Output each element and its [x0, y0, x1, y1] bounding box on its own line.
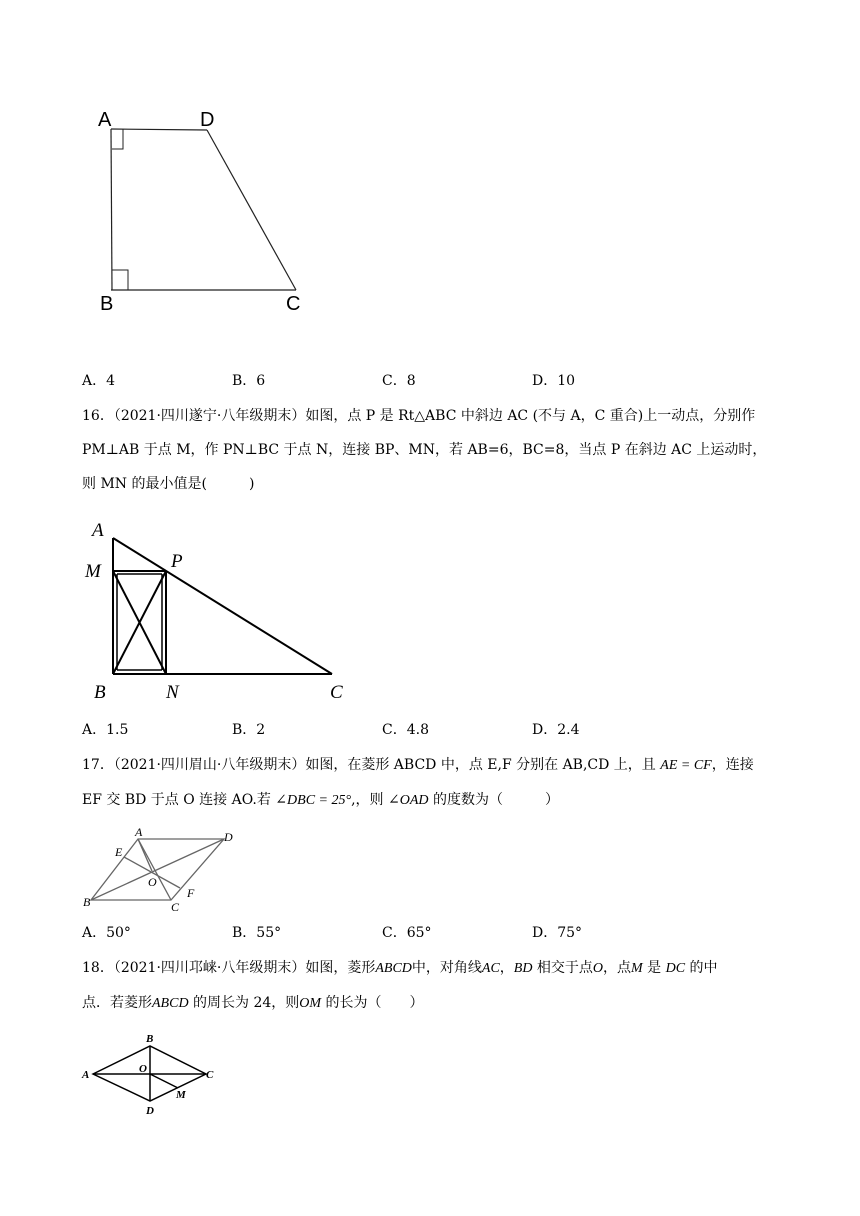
label-o: O [148, 875, 157, 889]
label-b: B [146, 1033, 154, 1045]
q16-option-c[interactable]: C．4.8 [382, 722, 429, 738]
q17-text-1b: ，连接 [711, 757, 754, 773]
label-a: A [82, 1069, 90, 1081]
q18-text-2b: 的周长为 24，则 [193, 995, 300, 1011]
label-m: M [176, 1089, 186, 1101]
q18-line-2 [82, 993, 782, 1014]
q18-math-abcd: ABCD [375, 961, 412, 976]
q18-text-1c: ， [499, 960, 514, 976]
q18-math-o: O [592, 961, 604, 976]
q17-option-c[interactable]: C．65° [382, 925, 432, 941]
q15-option-c[interactable]: C．8 [382, 373, 416, 389]
q16-stem [82, 406, 782, 494]
q15-option-d[interactable]: D．10 [532, 373, 576, 389]
label-c: C [206, 1069, 214, 1081]
q17-option-d[interactable]: D．75° [532, 925, 583, 941]
label-a: A [98, 109, 112, 131]
q15-option-b[interactable]: B．6 [232, 373, 266, 389]
q18-math-om: OM [299, 996, 322, 1011]
q16-option-a[interactable]: A．1.5 [82, 722, 129, 738]
label-d: D [200, 109, 215, 131]
q18-text-1b: 中，对角线 [411, 960, 482, 976]
figure-trapezoid [90, 100, 320, 320]
label-b: B [94, 682, 106, 703]
label-p: P [171, 551, 183, 572]
figure-rhombus-17 [82, 824, 252, 916]
q16-options [82, 720, 802, 740]
label-d: D [146, 1105, 154, 1117]
label-b: B [83, 895, 91, 909]
q17-text-2b: ,，则 [351, 792, 384, 808]
q18-text-2c: 的长为（ ） [325, 995, 424, 1011]
figure-rhombus-18 [82, 1030, 222, 1120]
q15-option-a[interactable]: A．4 [82, 373, 116, 389]
q18-text-1g: 的中 [689, 960, 718, 976]
q18-math-dc: DC [665, 961, 686, 976]
q17-math-angle-oad: ∠OAD [387, 793, 429, 808]
q17-line-1 [82, 755, 782, 776]
q18-line-1 [82, 958, 782, 979]
label-c: C [330, 682, 343, 703]
q16-line-3: 则 MN 的最小值是( ) [82, 476, 255, 492]
figure-right-triangle [82, 518, 352, 708]
q17-option-a[interactable]: A．50° [82, 925, 131, 941]
label-a: A [135, 825, 143, 839]
q17-option-b[interactable]: B．55° [232, 925, 282, 941]
q18-text-2a: 点．若菱形 [82, 995, 152, 1011]
q17-options [82, 923, 802, 943]
q15-options [82, 371, 802, 391]
q17-math-ae-cf: AE = CF [660, 758, 712, 773]
label-a: A [92, 520, 104, 541]
q18-math-m: M [631, 961, 643, 976]
q18-text-1a: 18．（2021·四川邛崃·八年级期末）如图，菱形 [82, 960, 376, 976]
label-d: D [224, 830, 233, 844]
q17-math-angle-dbc: ∠DBC = 25° [275, 793, 352, 808]
q18-text-1f: 是 [647, 960, 662, 976]
q17-stem [82, 755, 782, 811]
q18-text-1d: 相交于点 [536, 960, 593, 976]
q16-option-b[interactable]: B．2 [232, 722, 266, 738]
q16-option-d[interactable]: D．2.4 [532, 722, 580, 738]
label-m: M [85, 561, 101, 582]
q18-math-abcd-2: ABCD [152, 996, 189, 1011]
label-b: B [100, 293, 114, 315]
q18-math-bd: BD [513, 961, 533, 976]
label-n: N [166, 682, 179, 703]
q18-stem [82, 958, 782, 1014]
label-e: E [115, 845, 123, 859]
q17-line-2 [82, 790, 782, 811]
q18-math-ac: AC [481, 961, 500, 976]
q16-line-1: 16．（2021·四川遂宁·八年级期末）如图，点 P 是 Rt△ABC 中斜边 AC (不与 A，C 重合)上一动点，分别作 [82, 408, 756, 424]
q17-text-2a: EF 交 BD 于点 O 连接 AO.若 [82, 792, 271, 808]
q17-text-2c: 的度数为（ ） [432, 792, 559, 808]
q17-text-1a: 17．（2021·四川眉山·八年级期末）如图，在菱形 ABCD 中，点 E,F 分别在 AB,CD 上，且 [82, 757, 656, 773]
label-o: O [139, 1063, 147, 1075]
label-c: C [171, 900, 180, 914]
q16-line-2: PM⊥AB 于点 M，作 PN⊥BC 于点 N，连接 BP、MN，若 AB=6，BC=8，当点 P 在斜边 AC 上运动时， [82, 442, 767, 458]
label-f: F [187, 886, 195, 900]
q18-text-1e: ，点 [603, 960, 632, 976]
label-c: C [286, 293, 301, 315]
